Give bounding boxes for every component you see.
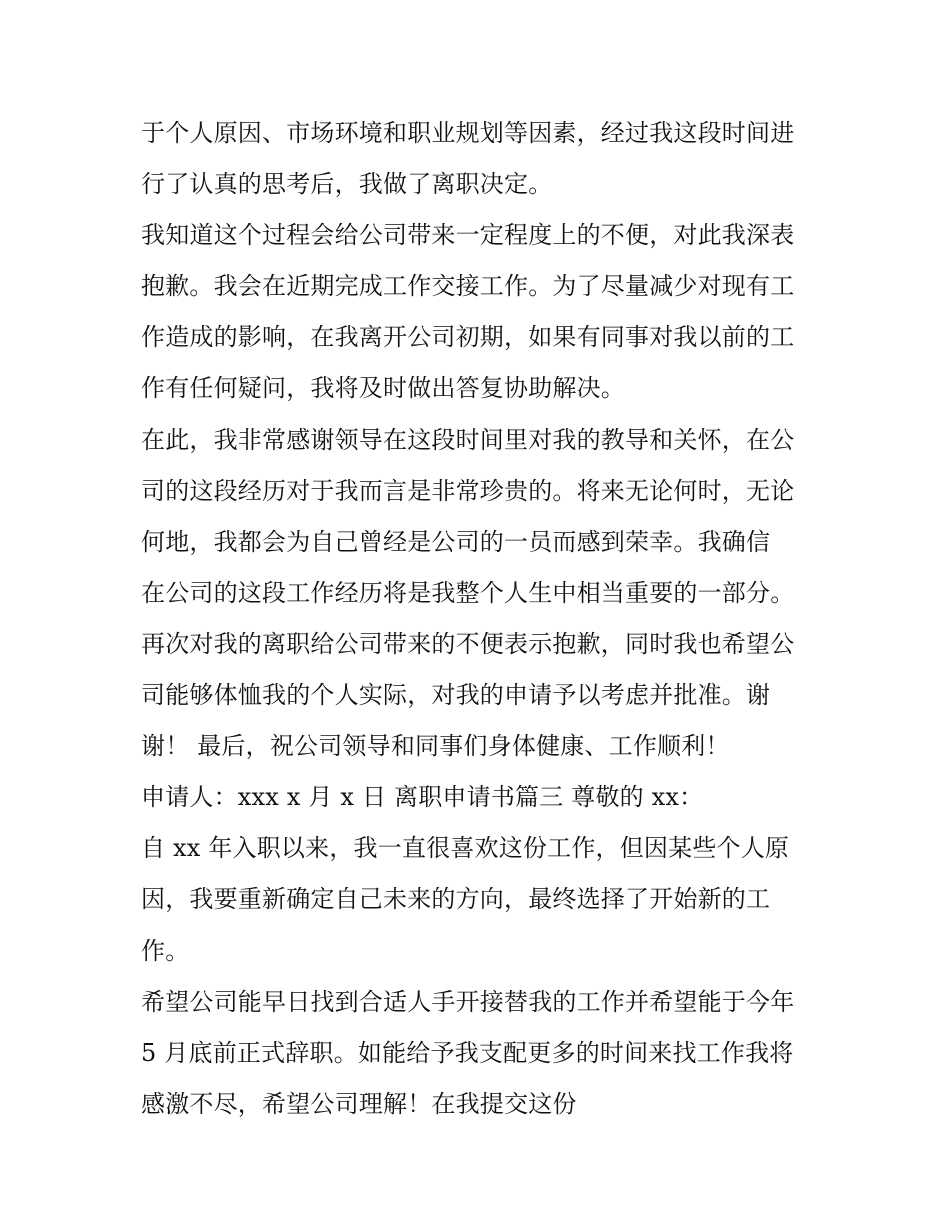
text-line: 行了认真的思考后，我做了离职决定。 (141, 170, 553, 199)
text-line: 再次对我的离职给公司带来的不便表示抱歉，同时我也希望公 (141, 629, 795, 658)
text-line: 希望公司能早日找到合适人手开接替我的工作并希望能于今年 (141, 987, 795, 1016)
text-line: 5 月底前正式辞职。如能给予我支配更多的时间来找工作我将 (141, 1038, 794, 1067)
text-line: 申请人：xxx x 月 x 日 离职申请书篇三 尊敬的 xx： (141, 783, 704, 812)
text-line: 作造成的影响，在我离开公司初期，如果有同事对我以前的工 (141, 323, 795, 352)
text-line: 作有任何疑问，我将及时做出答复协助解决。 (141, 374, 625, 403)
text-line: 自 xx 年入职以来，我一直很喜欢这份工作，但因某些个人原 (141, 834, 790, 863)
document-body (141, 108, 821, 1130)
text-line: 因，我要重新确定自己未来的方向，最终选择了开始新的工 (141, 885, 771, 914)
text-line: 在此，我非常感谢领导在这段时间里对我的教导和关怀，在公 (141, 425, 795, 454)
text-line: 感激不尽，希望公司理解！在我提交这份 (141, 1089, 577, 1118)
text-line: 于个人原因、市场环境和职业规划等因素，经过我这段时间进 (141, 119, 795, 147)
text-line: 谢！ 最后，祝公司领导和同事们身体健康、工作顺利！ (141, 732, 730, 761)
text-line: 何地，我都会为自己曾经是公司的一员而感到荣幸。我确信 (141, 527, 771, 556)
text-line: 我知道这个过程会给公司带来一定程度上的不便，对此我深表 (141, 221, 795, 250)
text-line: 在公司的这段工作经历将是我整个人生中相当重要的一部分。 (141, 578, 795, 607)
text-line: 抱歉。我会在近期完成工作交接工作。为了尽量减少对现有工 (141, 272, 795, 301)
text-line: 作。 (141, 936, 190, 965)
text-line: 司能够体恤我的个人实际，对我的申请予以考虑并批准。谢 (141, 681, 771, 710)
text-line: 司的这段经历对于我而言是非常珍贵的。将来无论何时，无论 (141, 476, 795, 505)
